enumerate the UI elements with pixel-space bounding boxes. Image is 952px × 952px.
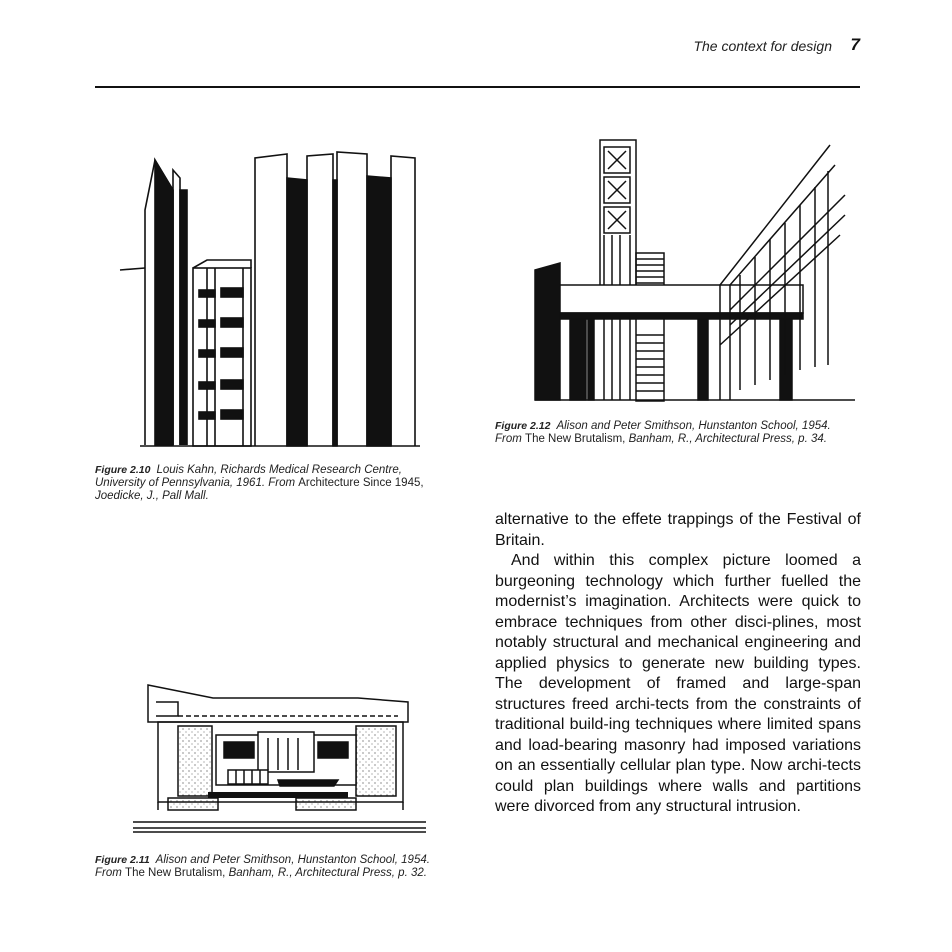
caption-text: Louis Kahn, Richards Medical Research Centre, University of Pennsylvania, 1961. From: [95, 464, 402, 489]
figure-2-10-drawing: [115, 150, 430, 450]
caption-text: Alison and Peter Smithson, Hunstanton School, 1954. From: [495, 420, 831, 445]
caption-source-title: Architecture Since 1945,: [298, 477, 424, 489]
figure-label: Figure 2.10: [95, 464, 151, 476]
figure-2-11-drawing: [128, 680, 428, 840]
page-number: 7: [850, 35, 860, 54]
figure-2-12-caption: [495, 420, 835, 446]
paragraph: alternative to the effete trappings of the Festival of Britain.: [495, 511, 861, 549]
figure-label: Figure 2.11: [95, 854, 150, 866]
figure-2-11-caption: [95, 854, 435, 880]
caption-source-rest: Banham, R., Architectural Press, p. 32.: [228, 867, 427, 879]
caption-text: Alison and Peter Smithson, Hunstanton School, 1954. From: [95, 854, 430, 879]
caption-source-rest: Banham, R., Architectural Press, p. 34.: [628, 433, 827, 445]
caption-source-rest: Joedicke, J., Pall Mall.: [95, 490, 209, 502]
figure-2-12-drawing: [530, 135, 860, 410]
body-text: [495, 510, 861, 818]
page-header: [95, 36, 860, 88]
figure-label: Figure 2.12: [495, 420, 551, 432]
caption-source-title: The New Brutalism,: [125, 867, 226, 879]
figure-2-10-caption: [95, 464, 435, 503]
paragraph: And within this complex picture loomed a burgeoning technology which further fuelled the modernist’s imagination. Architects were quick to embrace techniques from other disci-plines, most notably structural and mechanical engineering and applied physics to generate new building types. The development of framed and large-span structures freed archi-tects from the constraints of traditional build-ing techniques where limited spans and load-bearing masonry had imposed variations on an essentially cellular plan type. Now archi-tects could plan buildings where walls and partitions were divorced from any structural intrusion.: [495, 552, 861, 815]
caption-source-title: The New Brutalism,: [525, 433, 626, 445]
running-head: The context for design: [693, 38, 832, 54]
